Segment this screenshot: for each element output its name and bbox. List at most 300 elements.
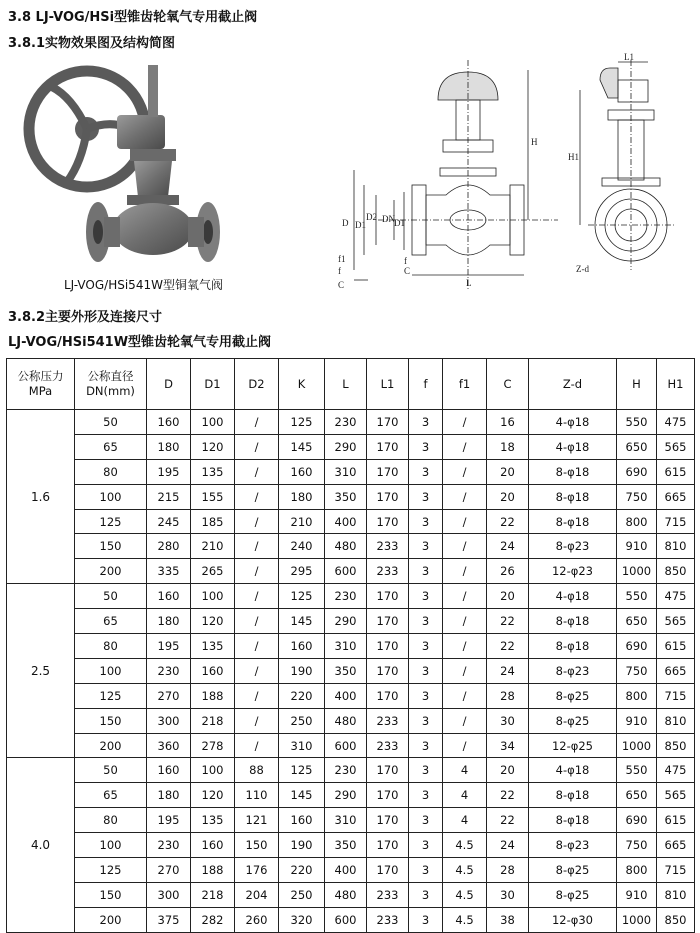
table-cell: 3 (409, 410, 443, 435)
table-cell: 4-φ18 (529, 758, 617, 783)
table-cell: 220 (279, 858, 325, 883)
table-cell: 3 (409, 808, 443, 833)
table-cell: 290 (325, 783, 367, 808)
table-cell: 8-φ23 (529, 833, 617, 858)
dim-f: f (338, 266, 341, 276)
table-cell: 810 (657, 708, 695, 733)
table-cell: 30 (487, 882, 529, 907)
table-cell: 135 (191, 634, 235, 659)
table-cell: 810 (657, 534, 695, 559)
table-cell: 145 (279, 434, 325, 459)
table-header-row (7, 359, 695, 410)
table-cell: 195 (147, 634, 191, 659)
table-cell: 50 (75, 410, 147, 435)
table-cell: / (235, 559, 279, 584)
table-cell: 260 (235, 907, 279, 932)
column-header-label: C (503, 376, 512, 391)
table-cell: 3 (409, 509, 443, 534)
table-cell: / (443, 609, 487, 634)
table-cell: 850 (657, 907, 695, 932)
table-cell: 160 (147, 758, 191, 783)
table-cell: 204 (235, 882, 279, 907)
table-cell: 24 (487, 534, 529, 559)
table-cell: / (235, 434, 279, 459)
table-cell: 150 (75, 882, 147, 907)
table-cell: / (443, 484, 487, 509)
table-cell: 4.5 (443, 858, 487, 883)
table-cell: 4-φ18 (529, 584, 617, 609)
table-cell: 110 (235, 783, 279, 808)
table-cell: 28 (487, 858, 529, 883)
table-cell: 230 (325, 758, 367, 783)
table-cell: 170 (367, 509, 409, 534)
table-row (7, 808, 695, 833)
table-cell: 750 (617, 484, 657, 509)
dim-H1: H1 (568, 152, 579, 162)
column-header-label: H1 (667, 376, 684, 391)
table-cell: 910 (617, 882, 657, 907)
table-cell: 750 (617, 658, 657, 683)
table-cell: 160 (147, 410, 191, 435)
table-cell: 650 (617, 434, 657, 459)
dim-f-right: f (404, 256, 407, 266)
column-header (279, 359, 325, 410)
table-cell: 170 (367, 783, 409, 808)
table-cell: 475 (657, 410, 695, 435)
pressure-cell: 2.5 (7, 584, 75, 758)
table-cell: 270 (147, 858, 191, 883)
table-row (7, 534, 695, 559)
table-cell: 565 (657, 609, 695, 634)
table-cell: 150 (75, 534, 147, 559)
table-cell: 295 (279, 559, 325, 584)
table-cell: 170 (367, 758, 409, 783)
table-cell: 26 (487, 559, 529, 584)
table-cell: 335 (147, 559, 191, 584)
table-cell: 30 (487, 708, 529, 733)
table-cell: 8-φ18 (529, 634, 617, 659)
table-cell: 3 (409, 783, 443, 808)
table-cell: / (235, 410, 279, 435)
table-cell: / (235, 584, 279, 609)
table-cell: / (235, 609, 279, 634)
table-cell: 12-φ30 (529, 907, 617, 932)
table-cell: 34 (487, 733, 529, 758)
table-cell: 100 (191, 584, 235, 609)
table-cell: 80 (75, 634, 147, 659)
table-cell: 24 (487, 833, 529, 858)
table-cell: 210 (191, 534, 235, 559)
table-cell: 290 (325, 434, 367, 459)
table-cell: 600 (325, 907, 367, 932)
table-cell: 8-φ18 (529, 808, 617, 833)
table-cell: 180 (147, 609, 191, 634)
table-cell: 4-φ18 (529, 434, 617, 459)
table-cell: 218 (191, 882, 235, 907)
column-header-label: H (632, 376, 641, 391)
table-cell: 270 (147, 683, 191, 708)
table-cell: 350 (325, 833, 367, 858)
table-cell: 100 (191, 410, 235, 435)
dim-C-right: C (404, 266, 411, 276)
table-cell: 160 (279, 634, 325, 659)
table-cell: 800 (617, 858, 657, 883)
table-cell: 210 (279, 509, 325, 534)
table-cell: 22 (487, 609, 529, 634)
table-cell: 200 (75, 907, 147, 932)
column-header-label: K (297, 376, 306, 391)
front-view-labels (338, 137, 538, 290)
column-header (7, 359, 75, 410)
column-header (617, 359, 657, 410)
subsection-heading-dimensions: 3.8.2主要外形及连接尺寸 (8, 310, 163, 325)
dim-D1: D1 (355, 220, 366, 230)
table-cell: 145 (279, 783, 325, 808)
table-cell: 170 (367, 484, 409, 509)
valve-photo (12, 57, 262, 267)
table-cell: 480 (325, 534, 367, 559)
table-cell: 80 (75, 808, 147, 833)
table-cell: 1000 (617, 559, 657, 584)
table-cell: 180 (147, 434, 191, 459)
table-cell: 565 (657, 783, 695, 808)
table-row (7, 882, 695, 907)
table-cell: 4 (443, 758, 487, 783)
dim-D1-b: D1 (394, 218, 405, 228)
table-cell: 690 (617, 808, 657, 833)
table-cell: 690 (617, 634, 657, 659)
table-cell: 185 (191, 509, 235, 534)
table-row (7, 708, 695, 733)
table-cell: / (235, 708, 279, 733)
side-view-labels (568, 52, 634, 274)
table-cell: 233 (367, 708, 409, 733)
table-cell: 195 (147, 459, 191, 484)
table-cell: 690 (617, 459, 657, 484)
table-cell: 121 (235, 808, 279, 833)
table-cell: 800 (617, 509, 657, 534)
table-cell: 100 (75, 658, 147, 683)
table-cell: 176 (235, 858, 279, 883)
table-cell: 360 (147, 733, 191, 758)
table-cell: 120 (191, 434, 235, 459)
table-cell: 24 (487, 658, 529, 683)
table-cell: 100 (75, 833, 147, 858)
table-cell: 200 (75, 559, 147, 584)
table-row (7, 559, 695, 584)
table-cell: 125 (75, 509, 147, 534)
column-header (529, 359, 617, 410)
table-cell: 250 (279, 882, 325, 907)
table-cell: 22 (487, 783, 529, 808)
table-cell: 3 (409, 534, 443, 559)
table-cell: 4 (443, 783, 487, 808)
table-cell: 3 (409, 584, 443, 609)
table-cell: 135 (191, 459, 235, 484)
table-cell: 170 (367, 858, 409, 883)
table-cell: 4.5 (443, 833, 487, 858)
table-cell: 240 (279, 534, 325, 559)
table-cell: 750 (617, 833, 657, 858)
table-cell: 150 (75, 708, 147, 733)
table-cell: 160 (147, 584, 191, 609)
front-view (354, 60, 558, 290)
photo-caption: LJ-VOG/HSi541W型铜氧气阀 (64, 278, 223, 292)
table-cell: 282 (191, 907, 235, 932)
table-cell: 218 (191, 708, 235, 733)
table-cell: 230 (147, 658, 191, 683)
table-cell: 3 (409, 758, 443, 783)
table-cell: 88 (235, 758, 279, 783)
table-cell: 665 (657, 484, 695, 509)
table-cell: 3 (409, 459, 443, 484)
table-cell: 310 (325, 459, 367, 484)
subsection-heading-photo: 3.8.1实物效果图及结构简图 (8, 36, 176, 51)
table-cell: 170 (367, 833, 409, 858)
table-cell: 190 (279, 658, 325, 683)
column-header-label: Z-d (562, 376, 583, 391)
column-header-label: L (342, 376, 349, 391)
table-row (7, 509, 695, 534)
table-row (7, 434, 695, 459)
table-cell: 170 (367, 584, 409, 609)
table-cell: 850 (657, 733, 695, 758)
table-cell: 200 (75, 733, 147, 758)
pressure-cell: 1.6 (7, 410, 75, 584)
table-cell: 3 (409, 882, 443, 907)
table-row (7, 609, 695, 634)
table-cell: / (443, 634, 487, 659)
column-header-label: D1 (204, 376, 221, 391)
table-row (7, 683, 695, 708)
table-cell: 8-φ25 (529, 858, 617, 883)
table-cell: 480 (325, 882, 367, 907)
table-row (7, 658, 695, 683)
table-cell: 145 (279, 609, 325, 634)
table-cell: 170 (367, 658, 409, 683)
table-cell: 400 (325, 683, 367, 708)
table-cell: 550 (617, 410, 657, 435)
table-cell: 120 (191, 609, 235, 634)
table-cell: 233 (367, 559, 409, 584)
table-cell: 320 (279, 907, 325, 932)
table-cell: 160 (279, 808, 325, 833)
table-cell: 230 (325, 584, 367, 609)
column-header (235, 359, 279, 410)
table-cell: 3 (409, 634, 443, 659)
table-cell: / (443, 534, 487, 559)
table-cell: 350 (325, 484, 367, 509)
table-cell: 170 (367, 683, 409, 708)
table-cell: 665 (657, 658, 695, 683)
column-header-label: f (423, 376, 428, 391)
table-cell: / (235, 634, 279, 659)
table-cell: 65 (75, 783, 147, 808)
table-cell: 18 (487, 434, 529, 459)
table-cell: 233 (367, 534, 409, 559)
table-cell: 550 (617, 584, 657, 609)
column-header-label: 公称直径 (87, 369, 134, 383)
table-cell: 615 (657, 459, 695, 484)
table-cell: / (443, 459, 487, 484)
table-cell: 28 (487, 683, 529, 708)
table-cell: / (443, 683, 487, 708)
table-cell: 800 (617, 683, 657, 708)
table-cell: 125 (75, 858, 147, 883)
dim-C: C (338, 280, 345, 290)
table-cell: 20 (487, 758, 529, 783)
table-cell: 850 (657, 559, 695, 584)
table-cell: 245 (147, 509, 191, 534)
table-cell: 16 (487, 410, 529, 435)
dim-H: H (531, 137, 538, 147)
table-title: LJ-VOG/HSi541W型锥齿轮氧气专用截止阀 (8, 335, 272, 350)
table-row (7, 858, 695, 883)
column-header-unit: MPa (28, 384, 53, 398)
table-cell: / (235, 658, 279, 683)
table-cell: 188 (191, 683, 235, 708)
table-cell: 100 (191, 758, 235, 783)
table-cell: 230 (325, 410, 367, 435)
table-cell: 565 (657, 434, 695, 459)
table-cell: 125 (279, 410, 325, 435)
table-cell: / (443, 559, 487, 584)
dim-DN: DN (382, 214, 395, 224)
table-cell: 400 (325, 858, 367, 883)
table-cell: 715 (657, 858, 695, 883)
table-cell: 8-φ25 (529, 708, 617, 733)
table-row (7, 783, 695, 808)
table-row (7, 584, 695, 609)
column-header (75, 359, 147, 410)
table-cell: / (443, 509, 487, 534)
column-header (367, 359, 409, 410)
table-cell: 4.5 (443, 907, 487, 932)
table-cell: 8-φ25 (529, 882, 617, 907)
table-row (7, 758, 695, 783)
table-cell: 190 (279, 833, 325, 858)
dim-Zd: Z-d (576, 264, 589, 274)
table-cell: 3 (409, 484, 443, 509)
table-cell: 715 (657, 683, 695, 708)
table-cell: 22 (487, 808, 529, 833)
table-cell: 300 (147, 882, 191, 907)
dim-L: L (466, 278, 472, 288)
table-cell: 910 (617, 708, 657, 733)
table-cell: 12-φ23 (529, 559, 617, 584)
table-cell: 233 (367, 733, 409, 758)
table-cell: 120 (191, 783, 235, 808)
table-cell: 650 (617, 783, 657, 808)
table-cell: 155 (191, 484, 235, 509)
table-cell: 180 (279, 484, 325, 509)
dim-f1: f1 (338, 254, 346, 264)
table-cell: 8-φ18 (529, 459, 617, 484)
table-cell: 125 (75, 683, 147, 708)
column-header (443, 359, 487, 410)
dim-D: D (342, 218, 349, 228)
table-cell: 3 (409, 907, 443, 932)
table-cell: / (235, 534, 279, 559)
table-cell: / (235, 733, 279, 758)
table-cell: 475 (657, 584, 695, 609)
table-cell: 480 (325, 708, 367, 733)
table-cell: 400 (325, 509, 367, 534)
table-cell: 290 (325, 609, 367, 634)
table-cell: 233 (367, 882, 409, 907)
table-cell: 665 (657, 833, 695, 858)
table-cell: 3 (409, 858, 443, 883)
table-cell: 150 (235, 833, 279, 858)
column-header-label: f1 (458, 376, 471, 391)
table-cell: / (443, 410, 487, 435)
table-cell: 100 (75, 484, 147, 509)
table-cell: / (443, 733, 487, 758)
table-cell: 170 (367, 634, 409, 659)
table-cell: 250 (279, 708, 325, 733)
table-cell: 8-φ23 (529, 658, 617, 683)
table-row (7, 833, 695, 858)
table-cell: 125 (279, 758, 325, 783)
dim-L1: L1 (624, 52, 634, 62)
table-cell: 135 (191, 808, 235, 833)
table-cell: 4-φ18 (529, 410, 617, 435)
table-cell: 600 (325, 559, 367, 584)
table-cell: 170 (367, 609, 409, 634)
table-cell: 300 (147, 708, 191, 733)
table-cell: 8-φ25 (529, 683, 617, 708)
table-cell: 20 (487, 484, 529, 509)
table-row (7, 907, 695, 932)
table-cell: 50 (75, 758, 147, 783)
column-header-label: D (164, 376, 173, 391)
column-header-label: 公称压力 (17, 369, 64, 383)
column-header (409, 359, 443, 410)
table-row (7, 459, 695, 484)
table-cell: / (443, 434, 487, 459)
side-view (580, 60, 674, 270)
table-cell: 20 (487, 584, 529, 609)
section-heading: 3.8 LJ-VOG/HSi型锥齿轮氧气专用截止阀 (8, 10, 258, 25)
table-row (7, 733, 695, 758)
table-cell: 550 (617, 758, 657, 783)
table-cell: 310 (325, 634, 367, 659)
column-header (147, 359, 191, 410)
table-cell: 22 (487, 634, 529, 659)
table-cell: 615 (657, 808, 695, 833)
table-cell: 715 (657, 509, 695, 534)
table-cell: 160 (191, 658, 235, 683)
table-cell: / (235, 484, 279, 509)
table-cell: / (235, 459, 279, 484)
table-cell: 38 (487, 907, 529, 932)
table-cell: 8-φ18 (529, 484, 617, 509)
table-cell: 8-φ18 (529, 609, 617, 634)
table-cell: 160 (191, 833, 235, 858)
table-cell: 220 (279, 683, 325, 708)
table-cell: 170 (367, 808, 409, 833)
table-cell: 1000 (617, 733, 657, 758)
column-header-unit: DN(mm) (86, 384, 135, 398)
table-cell: 22 (487, 509, 529, 534)
table-cell: 3 (409, 833, 443, 858)
table-cell: 3 (409, 559, 443, 584)
table-cell: 230 (147, 833, 191, 858)
table-row (7, 410, 695, 435)
table-cell: 215 (147, 484, 191, 509)
table-cell: 4.5 (443, 882, 487, 907)
table-row (7, 484, 695, 509)
